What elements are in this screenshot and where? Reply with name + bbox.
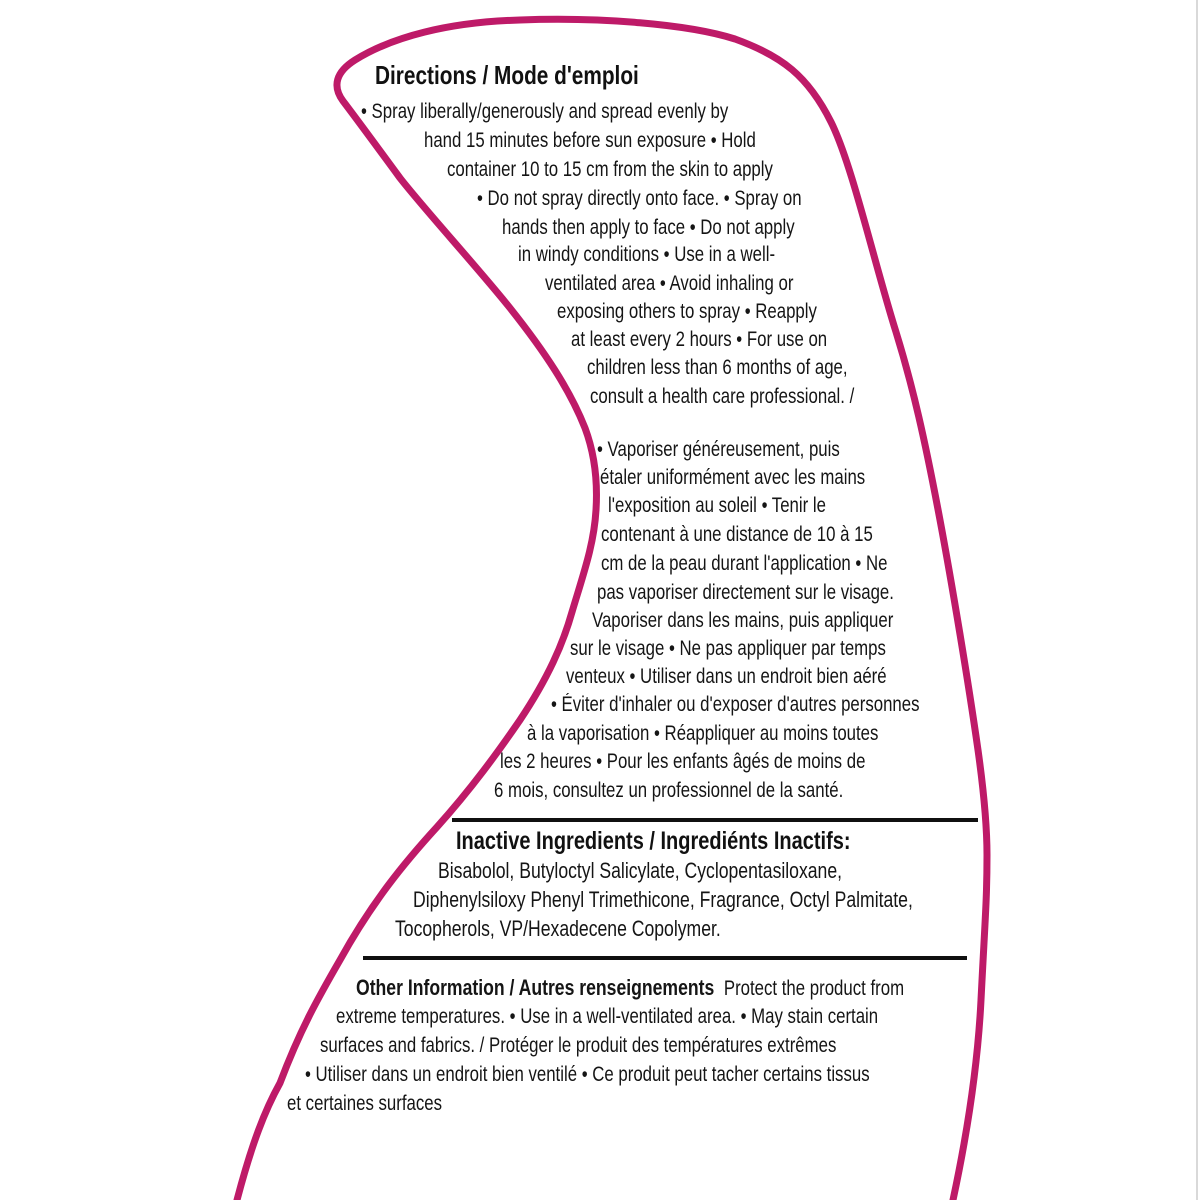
directions-en-line: exposing others to spray • Reapply — [557, 300, 817, 323]
directions-en-line: children less than 6 months of age, — [587, 356, 848, 379]
directions-en-line: • Do not spray directly onto face. • Spray on — [477, 187, 802, 210]
other-information-line: et certaines surfaces — [287, 1092, 443, 1115]
other-information-line: extreme temperatures. • Use in a well-ventilated area. • May stain certain — [336, 1005, 879, 1028]
directions-en-line: hand 15 minutes before sun exposure • Hold — [424, 129, 756, 152]
inactive-ingredients-line: Bisabolol, Butyloctyl Salicylate, Cyclopentasiloxane, — [438, 858, 843, 883]
directions-fr-line: les 2 heures • Pour les enfants âgés de moins de — [500, 750, 866, 773]
directions-heading: Directions / Mode d'emploi — [375, 60, 639, 90]
directions-en-line: container 10 to 15 cm from the skin to apply — [447, 158, 773, 181]
other-information-heading-rest: Protect the product from — [723, 977, 905, 1000]
directions-fr-line: • Éviter d'inhaler ou d'exposer d'autres personnes — [551, 693, 920, 716]
section-divider — [452, 818, 978, 822]
inactive-ingredients-heading: Inactive Ingredients / Ingrediénts Inactifs: — [456, 827, 851, 855]
directions-fr-line: Vaporiser dans les mains, puis appliquer — [592, 609, 894, 632]
directions-fr-line: à la vaporisation • Réappliquer au moins toutes — [527, 722, 879, 745]
directions-fr-line: pas vaporiser directement sur le visage. — [597, 581, 894, 604]
other-information-line: • Utiliser dans un endroit bien ventilé • Ce produit peut tacher certains tissus — [305, 1063, 870, 1086]
directions-fr-line: l'exposition au soleil • Tenir le — [608, 494, 826, 517]
directions-fr-line: étaler uniformément avec les mains — [600, 466, 866, 489]
directions-en-line: in windy conditions • Use in a well- — [518, 243, 776, 266]
directions-fr-line: sur le visage • Ne pas appliquer par temps — [570, 637, 886, 660]
directions-fr-line: cm de la peau durant l'application • Ne — [601, 552, 888, 575]
directions-fr-line: contenant à une distance de 10 à 15 — [601, 523, 873, 546]
other-information-line: surfaces and fabrics. / Protéger le produit des températures extrêmes — [320, 1034, 837, 1057]
directions-fr-line: 6 mois, consultez un professionnel de la santé. — [494, 779, 844, 802]
directions-fr-line: venteux • Utiliser dans un endroit bien aéré — [566, 665, 887, 688]
directions-en-line: at least every 2 hours • For use on — [571, 328, 828, 351]
scan-edge-artifact — [1196, 0, 1198, 1200]
directions-en-line: consult a health care professional. / — [590, 385, 855, 408]
inactive-ingredients-line: Diphenylsiloxy Phenyl Trimethicone, Fragrance, Octyl Palmitate, — [413, 887, 913, 912]
directions-fr-line: • Vaporiser généreusement, puis — [597, 438, 840, 461]
directions-en-line: • Spray liberally/generously and spread evenly by — [361, 100, 729, 123]
directions-en-line: hands then apply to face • Do not apply — [502, 216, 795, 239]
other-information-first-line — [356, 976, 904, 1000]
inactive-ingredients-line: Tocopherols, VP/Hexadecene Copolymer. — [395, 916, 721, 941]
directions-en-line: ventilated area • Avoid inhaling or — [545, 272, 794, 295]
section-divider — [363, 956, 967, 960]
other-information-heading: Other Information / Autres renseignements — [356, 975, 715, 1000]
